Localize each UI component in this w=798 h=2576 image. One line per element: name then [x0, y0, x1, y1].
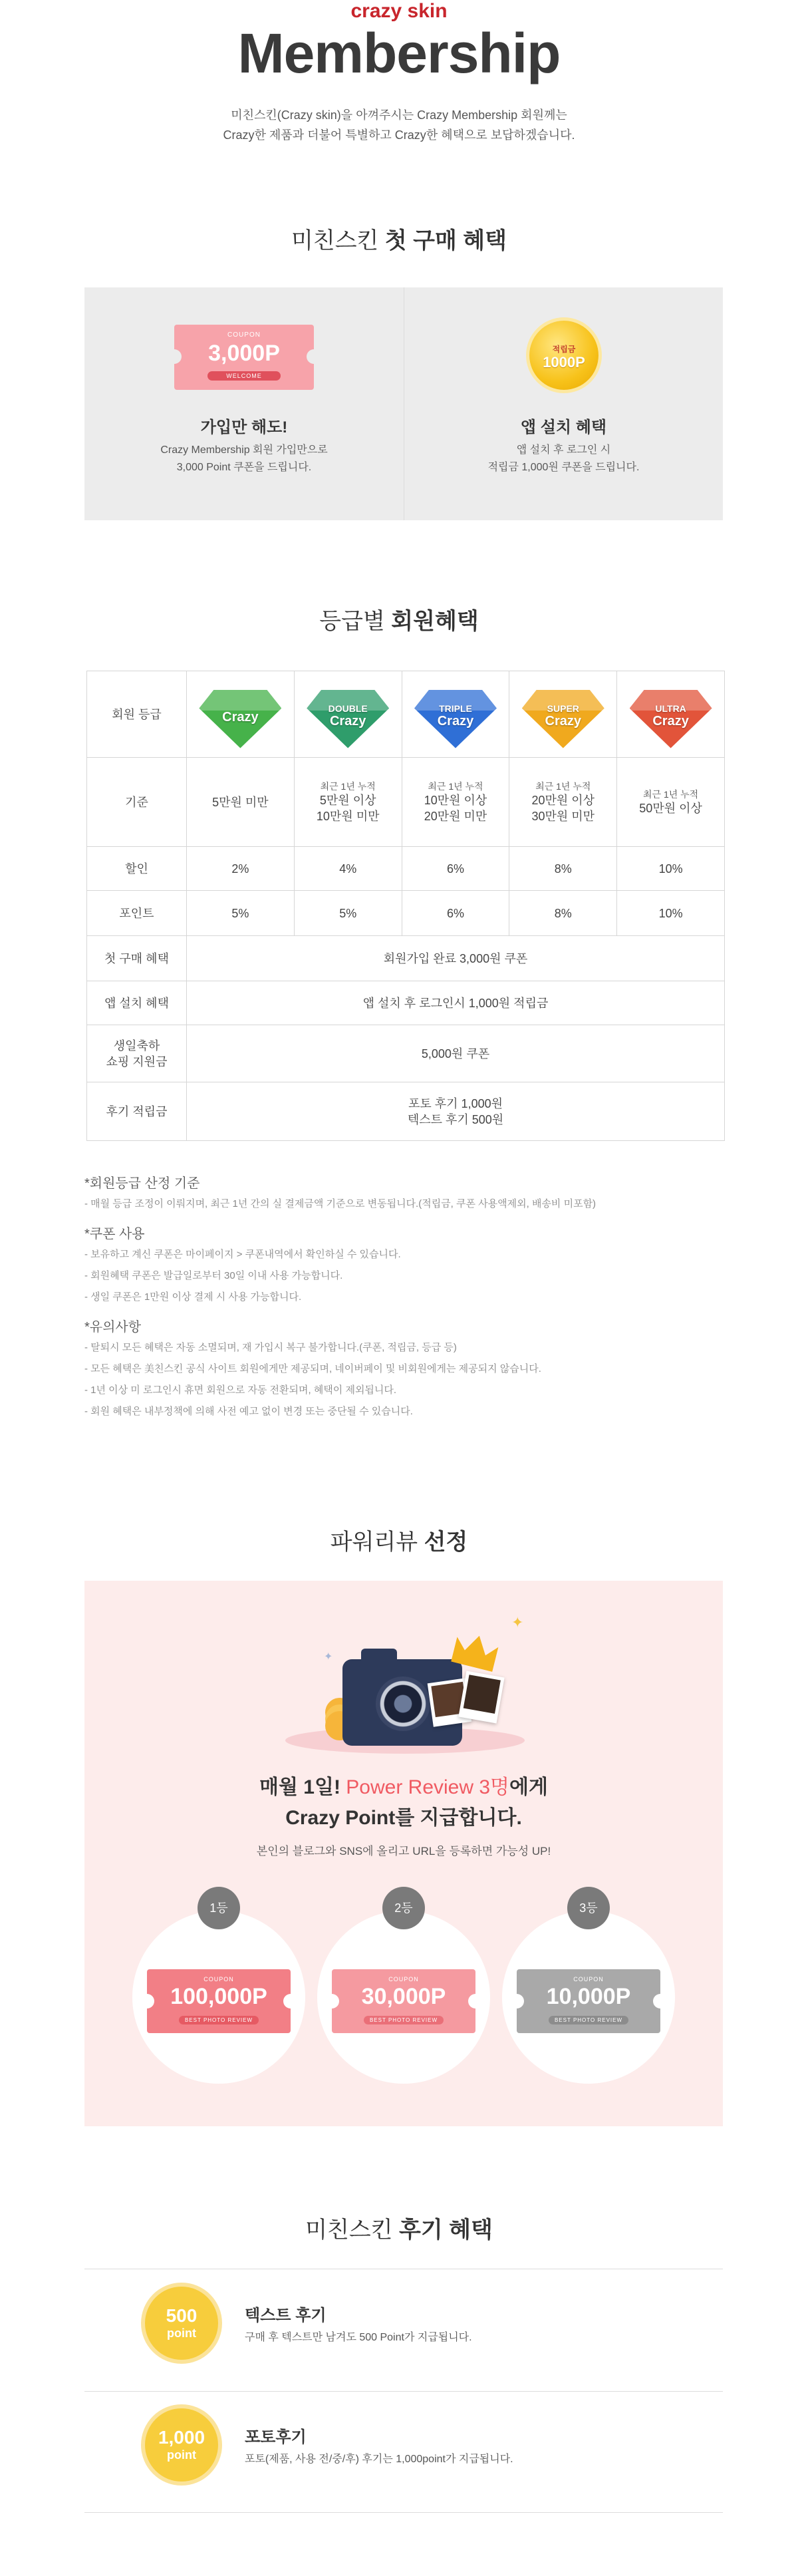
coupon-ticket-icon: COUPON 10,000P BEST PHOTO REVIEW — [517, 1969, 660, 2033]
rank-badge: 2등 — [382, 1887, 425, 1929]
text-review-title: 텍스트 후기 — [245, 2307, 327, 2325]
table-row — [87, 981, 725, 1025]
table-cell: 8% — [509, 891, 617, 936]
text-review-desc: 구매 후 텍스트만 남겨도 500 Point가 지급됩니다. — [245, 2332, 472, 2343]
tier-cell — [402, 671, 509, 758]
note-item: - 회원 혜택은 내부정책에 의해 사전 예고 없이 변경 또는 중단될 수 있습니다. — [84, 1406, 413, 1417]
app-benefit — [404, 287, 723, 520]
table-cell: 5% — [187, 891, 295, 936]
power-review-title: 파워리뷰 선정 — [330, 1530, 468, 1555]
power-review-headline: 매월 1일! Power Review 3명에게 — [259, 1776, 548, 1798]
table-row — [87, 671, 725, 758]
signup-heading: 가입만 해도! — [200, 418, 288, 436]
birthday-label: 생일축하 쇼핑 지원금 — [87, 1025, 187, 1082]
power-review-desc: 본인의 블로그와 SNS에 올리고 URL을 등록하면 가능성 UP! — [256, 1845, 551, 1857]
signup-desc: Crazy Membership 회원 가입만으로 3,000 Point 쿠폰을 드립니다. — [160, 444, 328, 473]
criteria-label: 기준 — [87, 758, 187, 847]
grade-title: 등급별 회원혜택 — [319, 609, 479, 634]
first-purchase-box — [84, 287, 723, 520]
first-purchase-label: 첫 구매 혜택 — [87, 936, 187, 981]
point-medal-icon: 적립금 1000P — [529, 321, 598, 390]
divider — [84, 2512, 723, 2513]
review-benefit-title: 미친스킨 후기 혜택 — [305, 2217, 493, 2243]
table-cell: 회원가입 완료 3,000원 쿠폰 — [187, 936, 725, 981]
note-item: - 모든 혜택은 美친스킨 공식 사이트 회원에게만 제공되며, 네이버페이 및 비회원에게는 제공되지 않습니다. — [84, 1363, 541, 1374]
sparkle-icon: ✦ — [324, 1651, 333, 1663]
note-item: - 탈퇴시 모든 혜택은 자동 소멸되며, 재 가입시 복구 불가합니다.(쿠폰, 적립금, 등급 등) — [84, 1342, 457, 1353]
table-cell: 앱 설치 후 로그인시 1,000원 적립금 — [187, 981, 725, 1025]
grade-table — [86, 671, 725, 1141]
power-review-box — [84, 1581, 723, 2126]
intro-text — [0, 105, 798, 145]
note-item: - 생일 쿠폰은 1만원 이상 결제 시 사용 가능합니다. — [84, 1291, 302, 1303]
discount-label: 할인 — [87, 847, 187, 891]
table-cell: 5만원 미만 — [187, 758, 295, 847]
app-heading: 앱 설치 혜택 — [520, 418, 607, 436]
table-row — [87, 1025, 725, 1082]
divider — [84, 2391, 723, 2392]
note-heading: *쿠폰 사용 — [84, 1227, 145, 1241]
table-cell: 최근 1년 누적 5만원 이상 10만원 미만 — [294, 758, 402, 847]
point-label: 포인트 — [87, 891, 187, 936]
app-install-label: 앱 설치 혜택 — [87, 981, 187, 1025]
table-row — [87, 847, 725, 891]
table-row — [87, 891, 725, 936]
table-cell: 6% — [402, 847, 509, 891]
brand-subtitle: crazy skin — [350, 0, 448, 22]
table-cell: 10% — [617, 847, 725, 891]
table-row — [87, 936, 725, 981]
table-cell: 8% — [509, 847, 617, 891]
sparkle-icon: ✦ — [511, 1614, 524, 1631]
table-cell: 6% — [402, 891, 509, 936]
note-heading: *유의사항 — [84, 1320, 142, 1335]
gem-triple-crazy-icon: TRIPLE Crazy — [414, 683, 497, 746]
photo-icon — [458, 1671, 504, 1723]
point-coin-icon: 1,000 point — [145, 2408, 218, 2482]
table-cell: 포토 후기 1,000원 텍스트 후기 500원 — [187, 1082, 725, 1141]
gem-super-crazy-icon: SUPER Crazy — [522, 683, 604, 746]
table-cell: 최근 1년 누적 20만원 이상 30만원 미만 — [509, 758, 617, 847]
table-row — [87, 758, 725, 847]
coupon-ticket-icon: COUPON 30,000P BEST PHOTO REVIEW — [332, 1969, 475, 2033]
tier-cell — [294, 671, 402, 758]
table-cell: 10% — [617, 891, 725, 936]
point-coin-icon: 500 point — [145, 2287, 218, 2360]
tier-cell — [187, 671, 295, 758]
table-cell: 5% — [294, 891, 402, 936]
note-item: - 매월 등급 조정이 이뤄지며, 최근 1년 간의 실 결제금액 기준으로 변동됩니다.(적립금, 쿠폰 사용액제외, 배송비 미포함) — [84, 1198, 597, 1209]
tier-cell — [509, 671, 617, 758]
table-cell: 4% — [294, 847, 402, 891]
welcome-coupon-icon: COUPON 3,000P WELCOME — [174, 325, 314, 390]
photo-review-desc: 포토(제품, 사용 전/중/후) 후기는 1,000point가 지급됩니다. — [245, 2454, 513, 2465]
photo-review-title: 포토후기 — [245, 2428, 307, 2446]
rank-badge: 1등 — [198, 1887, 240, 1929]
gem-double-crazy-icon: DOUBLE Crazy — [307, 683, 389, 746]
note-item: - 1년 이상 미 로그인시 휴면 회원으로 자동 전환되며, 혜택이 제외됩니다. — [84, 1384, 397, 1396]
rank-badge: 3등 — [567, 1887, 610, 1929]
page-title: Membership — [237, 22, 561, 84]
app-desc: 앱 설치 후 로그인 시 적립금 1,000원 쿠폰을 드립니다. — [487, 444, 640, 473]
gem-crazy-icon: Crazy — [199, 683, 281, 746]
note-item: - 회원혜택 쿠폰은 발급일로부터 30일 이내 사용 가능합니다. — [84, 1270, 343, 1281]
rank-2 — [317, 1901, 490, 2084]
intro-line: 미친스킨(Crazy skin)을 아껴주시는 Crazy Membership 회원께는 — [231, 108, 567, 122]
intro-line: Crazy한 제품과 더불어 특별하고 Crazy한 혜택으로 보답하겠습니다. — [223, 128, 575, 142]
table-cell: 최근 1년 누적 10만원 이상 20만원 미만 — [402, 758, 509, 847]
gem-ultra-crazy-icon: ULTRA Crazy — [630, 683, 712, 746]
notes — [84, 1174, 723, 1422]
table-cell: 2% — [187, 847, 295, 891]
review-reward-label: 후기 적립금 — [87, 1082, 187, 1141]
table-row — [87, 1082, 725, 1141]
note-item: - 보유하고 계신 쿠폰은 마이페이지 > 쿠폰내역에서 확인하실 수 있습니다. — [84, 1249, 401, 1260]
first-purchase-title: 미친스킨 첫 구매 혜택 — [291, 228, 507, 253]
grade-header-label: 회원 등급 — [87, 671, 187, 758]
table-cell: 최근 1년 누적 50만원 이상 — [617, 758, 725, 847]
coupon-ticket-icon: COUPON 100,000P BEST PHOTO REVIEW — [147, 1969, 291, 2033]
power-review-subheadline: Crazy Point를 지급합니다. — [285, 1807, 522, 1829]
rank-3 — [502, 1901, 675, 2084]
note-heading: *회원등급 산정 기준 — [84, 1176, 200, 1191]
rank-1 — [132, 1901, 305, 2084]
tier-cell — [617, 671, 725, 758]
signup-benefit — [84, 287, 404, 520]
table-cell: 5,000원 쿠폰 — [187, 1025, 725, 1082]
